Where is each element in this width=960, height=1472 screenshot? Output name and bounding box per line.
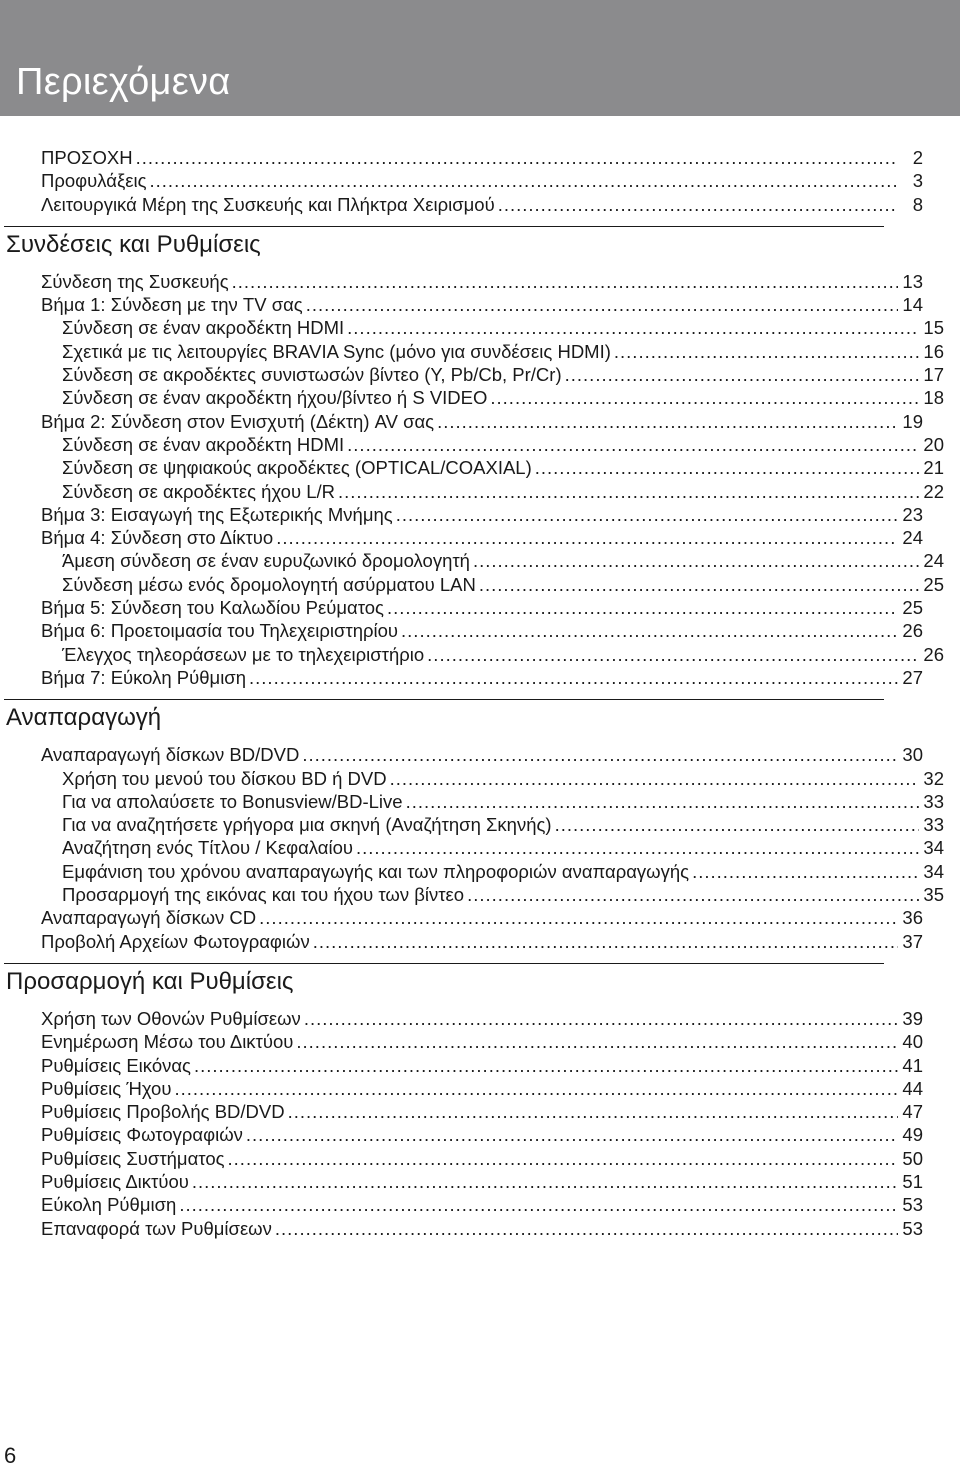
toc-entry-title: Προσαρμογή της εικόνας και του ήχου των βίντεο bbox=[62, 884, 465, 906]
toc-entry-title: Αναπαραγωγή δίσκων CD bbox=[41, 907, 257, 929]
dot-leader bbox=[179, 1193, 898, 1216]
toc-entry-page: 2 bbox=[912, 147, 923, 168]
dot-leader bbox=[150, 169, 898, 192]
dot-leader bbox=[275, 1217, 898, 1240]
toc-entry-title: Προβολή Αρχείων Φωτογραφιών bbox=[41, 930, 310, 952]
toc-entry[interactable] bbox=[0, 743, 923, 766]
toc-entry-title: Ρυθμίσεις Δικτύου bbox=[41, 1170, 189, 1192]
toc-entry-page: 16 bbox=[923, 340, 944, 362]
toc-entry-page: 40 bbox=[902, 1031, 923, 1053]
toc-entry-page: 22 bbox=[923, 480, 944, 502]
dot-leader bbox=[396, 503, 898, 526]
dot-leader bbox=[614, 340, 919, 363]
dot-leader bbox=[387, 596, 898, 619]
toc-entry-title: Βήμα 2: Σύνδεση στον Ενισχυτή (Δέκτη) AV σας bbox=[41, 410, 435, 432]
toc-entry[interactable] bbox=[0, 1170, 923, 1193]
dot-leader bbox=[313, 930, 898, 953]
toc-entry-title: Σύνδεση σε ψηφιακούς ακροδέκτες (OPTICAL/COAXIAL) bbox=[62, 457, 532, 479]
toc-entry-title: Λειτουργικά Μέρη της Συσκευής και Πλήκτρα Χειρισμού bbox=[41, 193, 495, 215]
dot-leader bbox=[338, 480, 919, 503]
toc-entry-page: 19 bbox=[902, 410, 923, 432]
dot-leader bbox=[347, 316, 919, 339]
toc-entry-page: 20 bbox=[923, 433, 944, 455]
dot-leader bbox=[427, 643, 919, 666]
dot-leader bbox=[692, 860, 919, 883]
toc-entry-page: 8 bbox=[912, 193, 923, 215]
dot-leader bbox=[356, 836, 919, 859]
toc-entry[interactable] bbox=[0, 1054, 923, 1077]
toc-section bbox=[0, 226, 960, 689]
section-divider bbox=[4, 963, 884, 964]
toc-entry-title: Ρυθμίσεις Ήχου bbox=[41, 1077, 172, 1099]
dot-leader bbox=[136, 146, 898, 169]
dot-leader bbox=[249, 666, 898, 689]
toc-entry-page: 41 bbox=[902, 1054, 923, 1076]
toc-entry-page: 44 bbox=[902, 1077, 923, 1099]
toc-entry-title: Για να απολαύσετε το Bonusview/BD-Live bbox=[62, 790, 403, 812]
toc-entry-page: 49 bbox=[902, 1124, 923, 1146]
toc-entry[interactable] bbox=[0, 836, 944, 859]
dot-leader bbox=[304, 1007, 898, 1030]
toc-entry[interactable] bbox=[0, 573, 944, 596]
toc-entry[interactable] bbox=[0, 1077, 923, 1100]
toc-entry-page: 27 bbox=[902, 666, 923, 688]
toc-entry-page: 51 bbox=[902, 1170, 923, 1192]
toc-entry-page: 24 bbox=[902, 527, 923, 549]
dot-leader bbox=[259, 906, 898, 929]
toc-entry-title: Έλεγχος τηλεοράσεων με το τηλεχειριστήριο bbox=[62, 643, 425, 665]
toc-entry-title: Ενημέρωση Μέσω του Δικτύου bbox=[41, 1031, 294, 1053]
section-header bbox=[0, 963, 960, 1007]
toc-entry[interactable] bbox=[0, 146, 923, 169]
toc-entry[interactable] bbox=[0, 316, 944, 339]
page-number: 6 bbox=[4, 1443, 17, 1468]
toc-entry-title: Εύκολη Ρύθμιση bbox=[41, 1194, 177, 1216]
dot-leader bbox=[347, 433, 919, 456]
toc-entry-page: 36 bbox=[902, 907, 923, 929]
toc-entry[interactable] bbox=[0, 906, 923, 929]
dot-leader bbox=[194, 1054, 898, 1077]
toc-entry-title: Προφυλάξεις bbox=[41, 170, 147, 192]
toc-entry-title: Βήμα 1: Σύνδεση με την TV σας bbox=[41, 294, 303, 316]
toc-entry-page: 15 bbox=[923, 317, 944, 339]
section-header bbox=[0, 699, 960, 743]
page-title: Περιεχόμενα bbox=[16, 61, 231, 103]
toc-entry-title: Σύνδεση μέσω ενός δρομολογητή ασύρματου LAN bbox=[62, 573, 476, 595]
toc-entry-page: 33 bbox=[923, 814, 944, 836]
dot-leader bbox=[555, 813, 919, 836]
dot-leader bbox=[246, 1123, 898, 1146]
toc-entry-page: 23 bbox=[902, 503, 923, 525]
toc-entry[interactable] bbox=[0, 549, 944, 572]
toc-entry-title: Χρήση των Οθονών Ρυθμίσεων bbox=[41, 1007, 301, 1029]
toc-entry-page: 39 bbox=[902, 1007, 923, 1029]
dot-leader bbox=[490, 386, 919, 409]
dot-leader bbox=[437, 410, 898, 433]
toc-entry[interactable] bbox=[0, 790, 944, 813]
toc-entry-title: Για να αναζητήσετε γρήγορα μια σκηνή (Αναζήτηση Σκηνής) bbox=[62, 814, 552, 836]
title-band bbox=[0, 0, 960, 116]
toc-entry-title: Βήμα 5: Σύνδεση του Καλωδίου Ρεύματος bbox=[41, 597, 384, 619]
toc-entry[interactable] bbox=[0, 1193, 923, 1216]
toc-entry[interactable] bbox=[0, 1123, 923, 1146]
dot-leader bbox=[473, 549, 919, 572]
toc-entry-page: 21 bbox=[923, 457, 944, 479]
toc-entry-page: 53 bbox=[902, 1217, 923, 1239]
section-heading: Αναπαραγωγή bbox=[6, 704, 162, 732]
toc-intro-group bbox=[0, 146, 960, 216]
toc-entry-title: Σύνδεση σε ακροδέκτες ήχου L/R bbox=[62, 480, 336, 502]
toc-entry-page: 53 bbox=[902, 1194, 923, 1216]
toc-entry[interactable] bbox=[0, 1100, 923, 1123]
dot-leader bbox=[565, 363, 919, 386]
toc-entry-title: Βήμα 4: Σύνδεση στο Δίκτυο bbox=[41, 527, 274, 549]
toc-entry-title: Σύνδεση σε έναν ακροδέκτη HDMI bbox=[62, 317, 345, 339]
toc-entry-page: 50 bbox=[902, 1147, 923, 1169]
toc-entry-page: 14 bbox=[902, 294, 923, 316]
toc-entry-title: Επαναφορά των Ρυθμίσεων bbox=[41, 1217, 272, 1239]
toc-entry-title: Σύνδεση σε έναν ακροδέκτη HDMI bbox=[62, 433, 345, 455]
toc-entry[interactable] bbox=[0, 526, 923, 549]
dot-leader bbox=[276, 526, 898, 549]
toc-entry-title: Βήμα 7: Εύκολη Ρύθμιση bbox=[41, 666, 247, 688]
toc-entry-title: Ρυθμίσεις Συστήματος bbox=[41, 1147, 225, 1169]
toc-entry-page: 24 bbox=[923, 550, 944, 572]
dot-leader bbox=[467, 883, 919, 906]
toc-entry[interactable] bbox=[0, 480, 944, 503]
toc-entry-page: 33 bbox=[923, 790, 944, 812]
toc-entry[interactable] bbox=[0, 1217, 923, 1240]
toc-entry-title: Ρυθμίσεις Εικόνας bbox=[41, 1054, 191, 1076]
toc-entry-title: Σύνδεση σε έναν ακροδέκτη ήχου/βίντεο ή S VIDEO bbox=[62, 387, 488, 409]
toc-entry[interactable] bbox=[0, 596, 923, 619]
toc-entry[interactable] bbox=[0, 1007, 923, 1030]
dot-leader bbox=[232, 270, 898, 293]
toc-entry-title: Εμφάνιση του χρόνου αναπαραγωγής και των πληροφοριών αναπαραγωγής bbox=[62, 860, 690, 882]
dot-leader bbox=[406, 790, 919, 813]
toc-entry[interactable] bbox=[0, 363, 944, 386]
section-heading: Προσαρμογή και Ρυθμίσεις bbox=[6, 967, 294, 995]
toc-entry-page: 13 bbox=[902, 270, 923, 292]
toc-entry-page: 3 bbox=[912, 170, 923, 192]
toc-entry-title: Ρυθμίσεις Προβολής BD/DVD bbox=[41, 1101, 285, 1123]
toc-entry[interactable] bbox=[0, 270, 923, 293]
dot-leader bbox=[288, 1100, 898, 1123]
toc-entry-title: Χρήση του μενού του δίσκου BD ή DVD bbox=[62, 767, 387, 789]
toc-entry-page: 32 bbox=[923, 767, 944, 789]
toc-entry-title: Βήμα 6: Προετοιμασία του Τηλεχειριστηρίου bbox=[41, 620, 399, 642]
toc-entry[interactable] bbox=[0, 1147, 923, 1170]
toc-entry-title: ΠΡΟΣΟΧΗ bbox=[41, 147, 133, 168]
section-header bbox=[0, 226, 960, 270]
toc-entry-page: 25 bbox=[923, 573, 944, 595]
toc-entry[interactable] bbox=[0, 767, 944, 790]
toc-entry[interactable] bbox=[0, 433, 944, 456]
toc-entry-page: 47 bbox=[902, 1101, 923, 1123]
table-of-contents bbox=[0, 146, 960, 1240]
toc-entry-page: 25 bbox=[902, 597, 923, 619]
toc-entry[interactable] bbox=[0, 1030, 923, 1053]
toc-entry[interactable] bbox=[0, 666, 923, 689]
toc-section bbox=[0, 963, 960, 1240]
toc-entry[interactable] bbox=[0, 456, 944, 479]
toc-entry[interactable] bbox=[0, 503, 923, 526]
toc-entry-page: 30 bbox=[902, 744, 923, 766]
dot-leader bbox=[296, 1030, 898, 1053]
toc-section bbox=[0, 699, 960, 953]
toc-entry[interactable] bbox=[0, 643, 944, 666]
toc-entry-title: Αναπαραγωγή δίσκων BD/DVD bbox=[41, 744, 300, 766]
toc-entry-page: 26 bbox=[923, 643, 944, 665]
toc-entry[interactable] bbox=[0, 193, 923, 216]
toc-entry-page: 35 bbox=[923, 884, 944, 906]
toc-entry[interactable] bbox=[0, 293, 923, 316]
dot-leader bbox=[535, 456, 919, 479]
dot-leader bbox=[401, 619, 898, 642]
dot-leader bbox=[306, 293, 898, 316]
toc-entry-title: Σύνδεση της Συσκευής bbox=[41, 270, 229, 292]
dot-leader bbox=[174, 1077, 898, 1100]
section-divider bbox=[4, 699, 884, 700]
toc-entry-page: 26 bbox=[902, 620, 923, 642]
toc-entry-page: 17 bbox=[923, 364, 944, 386]
toc-entry-title: Αναζήτηση ενός Τίτλου / Κεφαλαίου bbox=[62, 837, 353, 859]
dot-leader bbox=[498, 193, 898, 216]
toc-entry-title: Βήμα 3: Εισαγωγή της Εξωτερικής Μνήμης bbox=[41, 503, 393, 525]
toc-entry[interactable] bbox=[0, 930, 923, 953]
toc-entry[interactable] bbox=[0, 883, 944, 906]
toc-entry[interactable] bbox=[0, 619, 923, 642]
section-heading: Συνδέσεις και Ρυθμίσεις bbox=[6, 230, 261, 258]
toc-entry[interactable] bbox=[0, 860, 944, 883]
dot-leader bbox=[228, 1147, 898, 1170]
dot-leader bbox=[192, 1170, 898, 1193]
toc-entry-title: Άμεση σύνδεση σε έναν ευρυζωνικό δρομολογητή bbox=[62, 550, 470, 572]
toc-entry[interactable] bbox=[0, 169, 923, 192]
toc-entry[interactable] bbox=[0, 340, 944, 363]
toc-entry-title: Σύνδεση σε ακροδέκτες συνιστωσών βίντεο (Y, Pb/Cb, Pr/Cr) bbox=[62, 364, 562, 386]
toc-entry-page: 34 bbox=[923, 860, 944, 882]
toc-entry[interactable] bbox=[0, 386, 944, 409]
dot-leader bbox=[479, 573, 919, 596]
toc-entry-page: 18 bbox=[923, 387, 944, 409]
toc-entry-title: Ρυθμίσεις Φωτογραφιών bbox=[41, 1124, 243, 1146]
dot-leader bbox=[302, 743, 898, 766]
section-divider bbox=[4, 226, 884, 227]
dot-leader bbox=[390, 767, 919, 790]
toc-entry-title: Σχετικά με τις λειτουργίες BRAVIA Sync (μόνο για συνδέσεις HDMI) bbox=[62, 340, 611, 362]
toc-entry-page: 34 bbox=[923, 837, 944, 859]
toc-entry-page: 37 bbox=[902, 930, 923, 952]
toc-entry[interactable] bbox=[0, 410, 923, 433]
toc-entry[interactable] bbox=[0, 813, 944, 836]
